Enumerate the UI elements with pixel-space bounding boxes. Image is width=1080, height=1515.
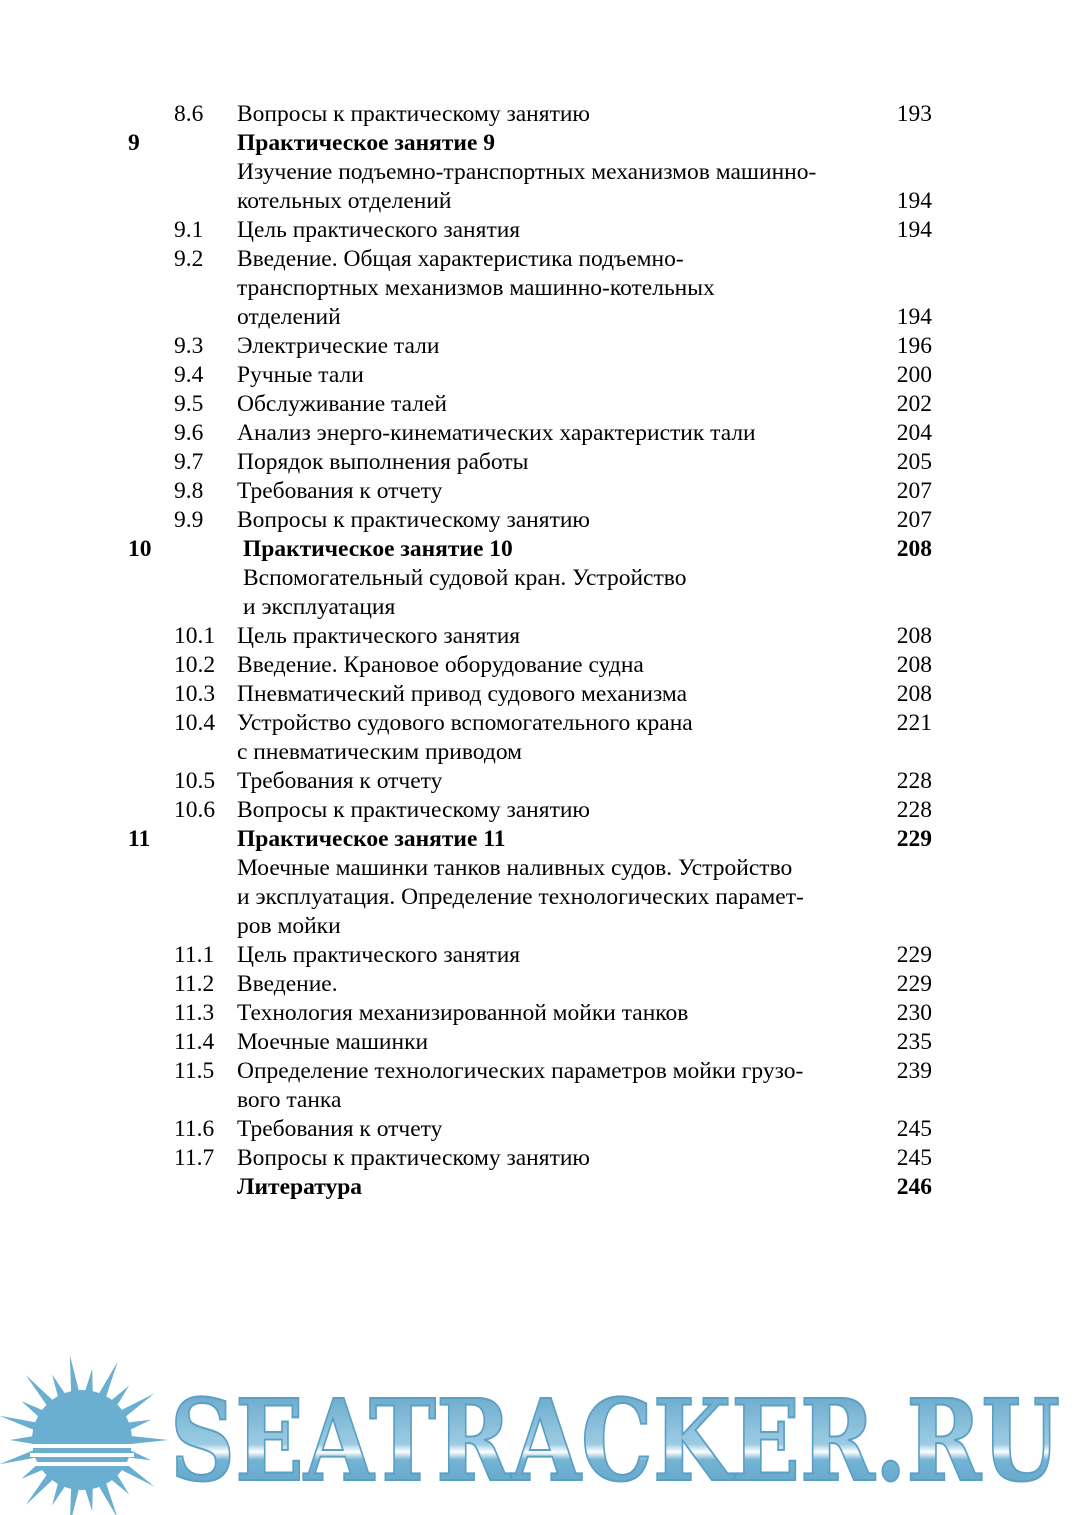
toc-row	[0, 448, 1080, 477]
toc-entry-title: Устройство судового вспомогательного крана	[237, 710, 693, 736]
seatracker-watermark	[0, 1340, 1080, 1515]
toc-row	[0, 622, 1080, 651]
toc-section-number: 9.7	[174, 449, 204, 475]
toc-entry-title: Практическое занятие 9	[237, 130, 495, 156]
toc-page-number: 235	[896, 1029, 932, 1055]
toc-page-number: 204	[896, 420, 932, 446]
toc-entry-title: Практическое занятие 11	[237, 826, 506, 852]
toc-entry-title: Цель практического занятия	[237, 623, 521, 649]
toc-row	[0, 361, 1080, 390]
toc-entry-title: котельных отделений	[237, 188, 452, 214]
toc-chapter-number: 11	[128, 826, 151, 852]
toc-row	[0, 970, 1080, 999]
toc-section-number: 11.7	[174, 1145, 215, 1171]
toc-entry-title: Требования к отчету	[237, 768, 443, 794]
toc-entry-title: Введение. Общая характеристика подъемно-	[237, 246, 684, 272]
toc-row	[0, 129, 1080, 158]
toc-section-number: 9.6	[174, 420, 204, 446]
toc-row	[0, 680, 1080, 709]
sun-ray	[85, 1369, 93, 1394]
toc-row	[0, 593, 1080, 622]
toc-row	[0, 941, 1080, 970]
toc-page-number: 196	[896, 333, 932, 359]
toc-section-number: 10.6	[174, 797, 216, 823]
toc-section-number: 11.2	[174, 971, 215, 997]
toc-page-number: 205	[896, 449, 932, 475]
sun-ray	[98, 1362, 118, 1398]
toc-section-number: 9.2	[174, 246, 204, 272]
toc-entry-title: Пневматический привод судового механизма	[237, 681, 688, 707]
toc-section-number: 10.4	[174, 710, 216, 736]
toc-row	[0, 506, 1080, 535]
toc-entry-title: Анализ энерго-кинематических характеристик тали	[237, 420, 756, 446]
toc-entry-title: Вопросы к практическому занятию	[237, 101, 590, 127]
toc-section-number: 9.1	[174, 217, 204, 243]
toc-section-number: 11.1	[174, 942, 215, 968]
toc-entry-title: Изучение подъемно-транспортных механизмов машинно-	[237, 159, 817, 185]
toc-page-number: 202	[896, 391, 932, 417]
toc-page-number: 229	[896, 942, 932, 968]
sun-ray	[26, 1375, 54, 1407]
sun-ray	[85, 1487, 93, 1512]
toc-row	[0, 999, 1080, 1028]
toc-entry-title: Литература	[237, 1174, 363, 1200]
toc-section-number: 11.6	[174, 1116, 215, 1142]
sun-ray	[130, 1436, 168, 1444]
toc-page-number: 208	[896, 536, 932, 562]
toc-page-number: 246	[896, 1174, 932, 1200]
toc-section-number: 10.2	[174, 652, 216, 678]
sun-ray	[120, 1394, 154, 1418]
toc-row	[0, 912, 1080, 941]
toc-row	[0, 390, 1080, 419]
toc-row	[0, 1144, 1080, 1173]
toc-row	[0, 158, 1080, 187]
toc-entry-title: Вспомогательный судовой кран. Устройство	[243, 565, 687, 591]
toc-row	[0, 535, 1080, 564]
toc-row	[0, 709, 1080, 738]
sun-ray	[70, 1355, 79, 1393]
toc-row	[0, 767, 1080, 796]
toc-row	[0, 1086, 1080, 1115]
toc-page-number: 245	[896, 1116, 932, 1142]
toc-row	[0, 1028, 1080, 1057]
toc-page-number: 207	[896, 478, 932, 504]
table-of-contents	[0, 100, 1080, 1202]
toc-row	[0, 1115, 1080, 1144]
toc-page-number: 208	[896, 652, 932, 678]
toc-chapter-number: 10	[128, 536, 152, 562]
toc-row	[0, 216, 1080, 245]
toc-entry-title: Обслуживание талей	[237, 391, 447, 417]
toc-entry-title: Определение технологических параметров мойки грузо-	[237, 1058, 804, 1084]
toc-entry-title: Требования к отчету	[237, 1116, 443, 1142]
toc-row	[0, 1057, 1080, 1086]
toc-page-number: 200	[896, 362, 932, 388]
toc-section-number: 9.9	[174, 507, 204, 533]
toc-page-number: 228	[896, 797, 932, 823]
toc-entry-title: Технология механизированной мойки танков	[237, 1000, 689, 1026]
toc-entry-title: Практическое занятие 10	[243, 536, 513, 562]
toc-row	[0, 419, 1080, 448]
toc-row	[0, 564, 1080, 593]
toc-section-number: 10.1	[174, 623, 216, 649]
toc-page-number: 208	[896, 623, 932, 649]
toc-page-number: 229	[896, 971, 932, 997]
toc-section-number: 10.3	[174, 681, 216, 707]
toc-row	[0, 303, 1080, 332]
toc-page-number: 194	[896, 217, 932, 243]
toc-page-number: 245	[896, 1145, 932, 1171]
toc-section-number: 9.8	[174, 478, 204, 504]
toc-row	[0, 1173, 1080, 1202]
toc-row	[0, 245, 1080, 274]
toc-section-number: 9.3	[174, 333, 204, 359]
toc-section-number: 9.4	[174, 362, 204, 388]
toc-entry-title: и эксплуатация. Определение технологических парамет-	[237, 884, 804, 910]
toc-section-number: 8.6	[174, 101, 204, 127]
toc-row	[0, 187, 1080, 216]
toc-section-number: 11.5	[174, 1058, 215, 1084]
watermark-text: SEATRACKER.RU	[170, 1376, 1060, 1507]
toc-entry-title: Требования к отчету	[237, 478, 443, 504]
toc-row	[0, 332, 1080, 361]
toc-row	[0, 738, 1080, 767]
toc-page-number: 239	[896, 1058, 932, 1084]
toc-entry-title: Порядок выполнения работы	[237, 449, 529, 475]
sun-logo-icon	[0, 1355, 168, 1515]
toc-page-number: 194	[896, 188, 932, 214]
toc-page-number: 208	[896, 681, 932, 707]
toc-row	[0, 854, 1080, 883]
sun-ray	[120, 1462, 154, 1486]
toc-page-number: 221	[896, 710, 932, 736]
toc-entry-title: Моечные машинки	[237, 1029, 429, 1055]
toc-page-number: 194	[896, 304, 932, 330]
toc-entry-title: отделений	[237, 304, 341, 330]
toc-entry-title: Введение. Крановое оборудование судна	[237, 652, 644, 678]
toc-row	[0, 796, 1080, 825]
toc-section-number: 11.4	[174, 1029, 215, 1055]
toc-entry-title: Вопросы к практическому занятию	[237, 797, 590, 823]
toc-entry-title: Электрические тали	[237, 333, 440, 359]
toc-row	[0, 100, 1080, 129]
sun-ray	[98, 1482, 118, 1515]
toc-entry-title: Цель практического занятия	[237, 942, 521, 968]
toc-entry-title: Цель практического занятия	[237, 217, 521, 243]
toc-entry-title: ров мойки	[237, 913, 341, 939]
toc-entry-title: Вопросы к практическому занятию	[237, 1145, 590, 1171]
toc-entry-title: транспортных механизмов машинно-котельных	[237, 275, 715, 301]
toc-page-number: 207	[896, 507, 932, 533]
sun-ray	[0, 1416, 37, 1431]
toc-row	[0, 825, 1080, 854]
toc-entry-title: с пневматическим приводом	[237, 739, 523, 765]
toc-entry-title: Моечные машинки танков наливных судов. Устройство	[237, 855, 793, 881]
toc-entry-title: Введение.	[237, 971, 338, 997]
sun-ray	[70, 1487, 79, 1515]
toc-row	[0, 477, 1080, 506]
toc-section-number: 9.5	[174, 391, 204, 417]
toc-entry-title: вого танка	[237, 1087, 342, 1113]
toc-entry-title: Вопросы к практическому занятию	[237, 507, 590, 533]
toc-row	[0, 274, 1080, 303]
toc-row	[0, 651, 1080, 680]
toc-page-number: 229	[896, 826, 932, 852]
toc-section-number: 10.5	[174, 768, 216, 794]
sun-ray	[10, 1436, 34, 1444]
toc-page-number: 230	[896, 1000, 932, 1026]
sun-ray	[26, 1474, 54, 1506]
toc-section-number: 11.3	[174, 1000, 215, 1026]
toc-row	[0, 883, 1080, 912]
toc-entry-title: Ручные тали	[237, 362, 364, 388]
toc-entry-title: и эксплуатация	[243, 594, 396, 620]
toc-page-number: 228	[896, 768, 932, 794]
toc-page-number: 193	[896, 101, 932, 127]
toc-chapter-number: 9	[128, 130, 140, 156]
